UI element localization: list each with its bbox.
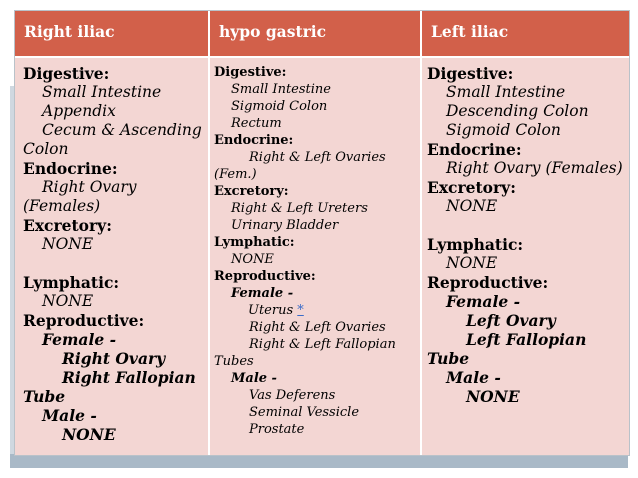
left-lymphatic-heading: Lymphatic:: [427, 235, 524, 254]
left-excretory-item: NONE: [446, 197, 498, 215]
header-right-iliac: Right iliac: [15, 11, 208, 57]
mid-excretory-item: Urinary Bladder: [231, 218, 339, 233]
left-male-heading: Male -: [446, 368, 501, 387]
left-endocrine-item: Right Ovary (Females): [446, 159, 623, 177]
right-female-item-cont: Tube: [23, 387, 66, 406]
mid-female-item: Right & Left Ovaries: [249, 320, 386, 335]
mid-digestive-heading: Digestive:: [214, 65, 287, 80]
right-digestive-item-cont: Colon: [23, 140, 69, 158]
right-female-heading: Female -: [42, 330, 117, 349]
left-digestive-item: Small Intestine: [446, 83, 566, 101]
mid-endocrine-item: Right & Left Ovaries: [249, 150, 386, 165]
right-lymphatic-item: NONE: [42, 292, 94, 310]
left-female-item: Left Fallopian: [466, 330, 587, 349]
mid-female-item: [214, 302, 418, 319]
right-endocrine-item-cont: (Females): [23, 197, 101, 215]
mid-digestive-item: Rectum: [231, 116, 282, 131]
column-divider-2: [420, 11, 422, 455]
spacer: [23, 254, 207, 273]
column-left-iliac: [427, 58, 629, 455]
left-digestive-item: Descending Colon: [446, 102, 589, 120]
mid-male-item: Vas Deferens: [249, 388, 336, 403]
regions-table: [14, 10, 630, 456]
right-reproductive-heading: Reproductive:: [23, 311, 145, 330]
spacer: [427, 216, 629, 235]
mid-digestive-item: Sigmoid Colon: [231, 99, 328, 114]
right-lymphatic-heading: Lymphatic:: [23, 273, 120, 292]
mid-female-item-cont: Tubes: [214, 354, 254, 369]
right-excretory-item: NONE: [42, 235, 94, 253]
right-female-item: Right Ovary: [62, 349, 166, 368]
mid-excretory-heading: Excretory:: [214, 184, 289, 199]
column-right-iliac: [23, 58, 207, 455]
mid-endocrine-heading: Endocrine:: [214, 133, 294, 148]
left-male-item: NONE: [466, 387, 520, 406]
right-digestive-item: Small Intestine: [42, 83, 162, 101]
column-divider-1: [208, 11, 210, 455]
right-endocrine-heading: Endocrine:: [23, 159, 118, 178]
header-left-iliac: Left iliac: [422, 11, 629, 57]
left-endocrine-heading: Endocrine:: [427, 140, 522, 159]
mid-endocrine-item-cont: (Fem.): [214, 167, 257, 182]
right-endocrine-item: Right Ovary: [42, 178, 137, 196]
footnote-link[interactable]: *: [297, 303, 304, 318]
mid-female-item-text: Uterus: [248, 303, 294, 318]
left-female-item-cont: Tube: [427, 349, 470, 368]
mid-female-item: Right & Left Fallopian: [249, 337, 396, 352]
right-male-item: NONE: [62, 425, 116, 444]
right-digestive-item: Cecum & Ascending: [42, 121, 202, 139]
left-female-item: Left Ovary: [466, 311, 556, 330]
mid-digestive-item: Small Intestine: [231, 82, 331, 97]
left-female-heading: Female -: [446, 292, 521, 311]
left-digestive-item: Sigmoid Colon: [446, 121, 561, 139]
right-digestive-item: Appendix: [42, 102, 116, 120]
mid-male-heading: Male -: [231, 371, 277, 386]
header-hypogastric: hypo gastric: [210, 11, 420, 57]
left-digestive-heading: Digestive:: [427, 64, 514, 83]
mid-male-item: Seminal Vessicle: [249, 405, 360, 420]
left-excretory-heading: Excretory:: [427, 178, 516, 197]
mid-reproductive-heading: Reproductive:: [214, 269, 316, 284]
mid-female-heading: Female -: [231, 286, 294, 301]
mid-male-item: Prostate: [249, 422, 305, 437]
mid-lymphatic-heading: Lymphatic:: [214, 235, 295, 250]
left-lymphatic-item: NONE: [446, 254, 498, 272]
left-reproductive-heading: Reproductive:: [427, 273, 549, 292]
right-male-heading: Male -: [42, 406, 97, 425]
column-hypogastric: [214, 58, 418, 455]
mid-excretory-item: Right & Left Ureters: [231, 201, 368, 216]
right-excretory-heading: Excretory:: [23, 216, 112, 235]
mid-lymphatic-item: NONE: [231, 252, 274, 267]
right-digestive-heading: Digestive:: [23, 64, 110, 83]
right-female-item: Right Fallopian: [62, 368, 196, 387]
slide-bottom-accent-bar: [10, 454, 628, 468]
